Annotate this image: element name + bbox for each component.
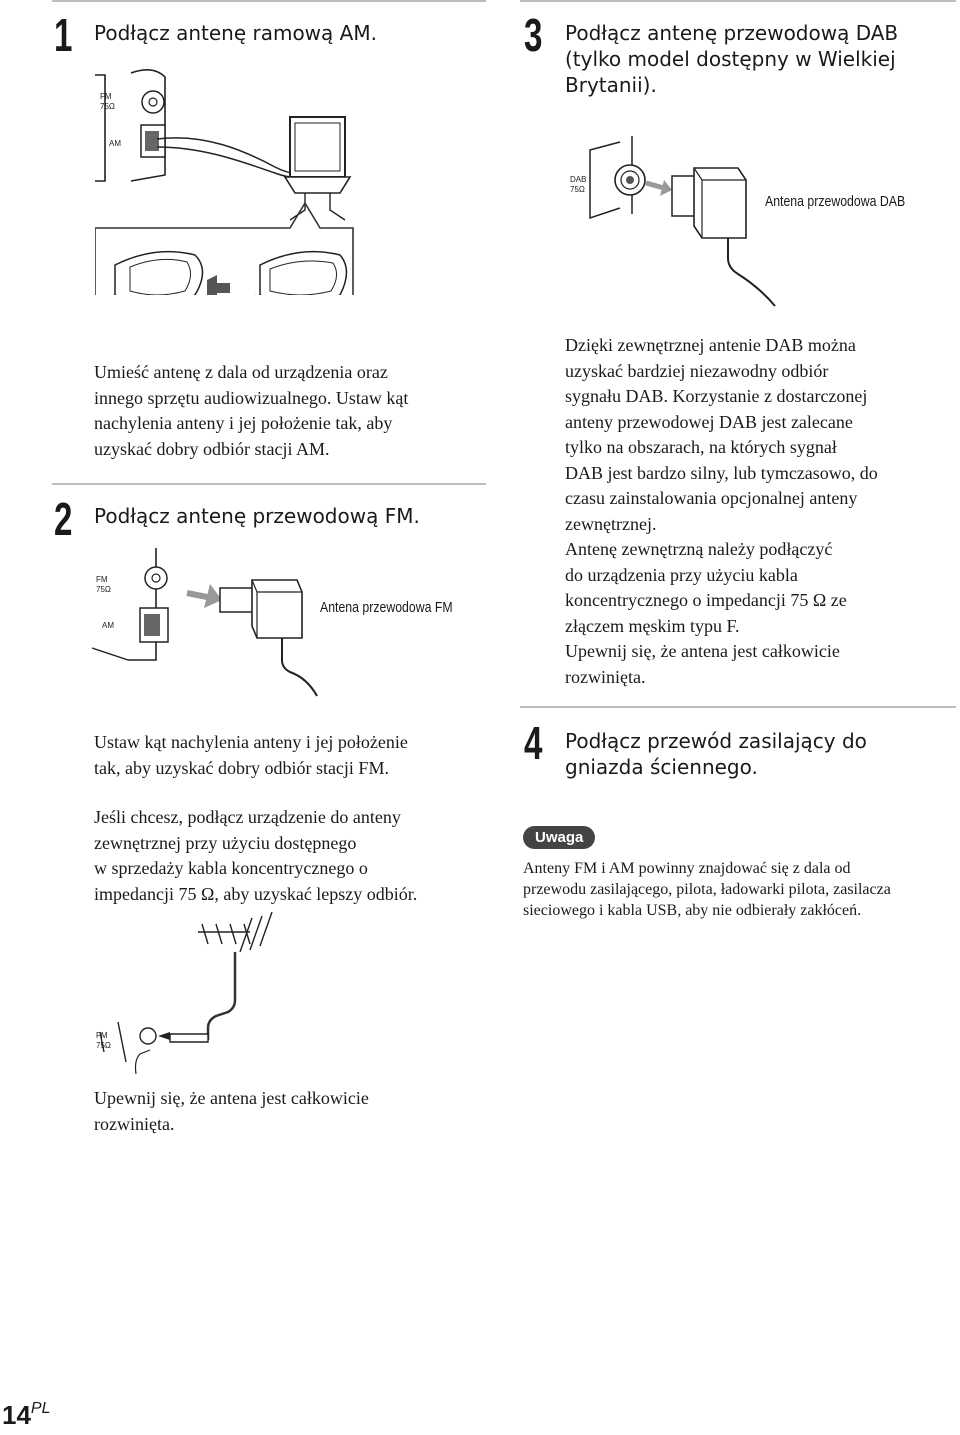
column-rule-right-step4: [520, 706, 956, 708]
column-rule-left-top: [52, 0, 486, 2]
step-2-body-line: w sprzedaży kabla koncentrycznego o: [94, 858, 368, 878]
step-2-body-line: Upewnij się, że antena jest całkowicie: [94, 1088, 369, 1108]
dab-wire-antenna-illustration: [560, 128, 820, 328]
step-2-number: 2: [54, 493, 71, 545]
step-2-body-3: [94, 1086, 369, 1137]
am-diagram-am-label: AM: [109, 139, 121, 148]
step-1-body-line: Umieść antenę z dala od urządzenia oraz: [94, 362, 388, 382]
step-4-title-line: Podłącz przewód zasilający do: [565, 729, 867, 753]
am-diagram-fm-label: FM: [100, 92, 112, 101]
step-3-body-line: anteny przewodowej DAB jest zalecane: [565, 411, 853, 432]
step-1-body-line: nachylenia anteny i jej położenie tak, aby: [94, 413, 393, 433]
step-2-body-1: [94, 730, 408, 781]
step-3-body-line: zewnętrznej.: [565, 513, 657, 534]
ext-diagram-ohm-label: 75Ω: [96, 1041, 111, 1050]
step-3-number: 3: [524, 9, 541, 61]
step-2-body-line: zewnętrznej przy użyciu dostępnego: [94, 832, 357, 853]
step-3-body-line: DAB jest bardzo silny, lub tymczasowo, do: [565, 462, 878, 483]
step-3-body-line: Antenę zewnętrzną należy podłączyć: [565, 539, 833, 559]
step-3-body: [565, 333, 878, 690]
am-loop-antenna-illustration: [95, 55, 495, 295]
am-diagram-ohm-label: 75Ω: [100, 102, 115, 111]
note-line: sieciowego i kabla USB, aby nie odbierały zakłóceń.: [523, 902, 862, 919]
step-3-body-line: złączem męskim typu F.: [565, 615, 740, 636]
fm-diagram-fm-label: FM: [96, 575, 108, 584]
step-3-title-line: Podłącz antenę przewodową DAB: [565, 21, 899, 45]
dab-diagram-ohm-label: 75Ω: [570, 185, 585, 194]
step-1-title: Podłącz antenę ramową AM.: [94, 21, 377, 45]
step-3-body-line: koncentrycznego o impedancji 75 Ω ze: [565, 590, 847, 610]
dab-antenna-caption: Antena przewodowa DAB: [765, 193, 906, 210]
step-2-body-line: Jeśli chcesz, podłącz urządzenie do anteny: [94, 807, 401, 827]
step-1-body-line: innego sprzętu audiowizualnego. Ustaw kąt: [94, 387, 409, 408]
external-antenna-illustration: [90, 912, 310, 1082]
step-4-number: 4: [524, 717, 541, 769]
fm-diagram-ohm-label: 75Ω: [96, 585, 111, 594]
step-3-body-line: do urządzenia przy użyciu kabla: [565, 564, 798, 585]
step-3-body-line: czasu zainstalowania opcjonalnej anteny: [565, 488, 858, 508]
step-2-title: Podłącz antenę przewodową FM.: [94, 504, 420, 528]
note-badge: Uwaga: [523, 826, 595, 849]
note-line: przewodu zasilającego, pilota, ładowarki pilota, zasilacza: [523, 881, 891, 898]
step-3-title-line: Brytanii).: [565, 73, 657, 97]
fm-diagram-am-label: AM: [102, 621, 114, 630]
fm-wire-antenna-illustration: [92, 548, 332, 708]
note-line: Anteny FM i AM powinny znajdować się z dala od: [523, 860, 851, 877]
step-1-body-line: uzyskać dobry odbiór stacji AM.: [94, 438, 330, 459]
step-3-body-line: sygnału DAB. Korzystanie z dostarczonej: [565, 386, 868, 406]
page-language-suffix: PL: [30, 1400, 51, 1417]
step-2-body-line: Ustaw kąt nachylenia anteny i jej położenie: [94, 732, 408, 752]
ext-diagram-fm-label: FM: [96, 1031, 108, 1040]
step-3-body-line: tylko na obszarach, na których sygnał: [565, 437, 837, 457]
step-2-body-line: tak, aby uzyskać dobry odbiór stacji FM.: [94, 757, 389, 778]
step-3-title: [565, 20, 898, 98]
fm-antenna-caption: Antena przewodowa FM: [320, 599, 453, 616]
step-2-body-line: impedancji 75 Ω, aby uzyskać lepszy odbiór.: [94, 883, 418, 904]
step-1-number: 1: [54, 9, 71, 61]
step-2-body-2: [94, 805, 417, 907]
step-3-body-line: Upewnij się, że antena jest całkowicie: [565, 641, 840, 661]
step-4-title: [565, 728, 867, 780]
page-number-value: 14: [2, 1400, 31, 1430]
step-4-title-line: gniazda ściennego.: [565, 755, 758, 779]
note-body: [523, 858, 891, 921]
column-rule-left-step2: [52, 483, 486, 485]
step-3-body-line: Dzięki zewnętrznej antenie DAB można: [565, 335, 856, 355]
dab-diagram-dab-label: DAB: [570, 175, 587, 184]
step-3-body-line: rozwinięta.: [565, 666, 646, 687]
step-1-body: [94, 360, 408, 462]
step-2-body-line: rozwinięta.: [94, 1113, 175, 1134]
column-rule-right-top: [520, 0, 956, 2]
step-3-body-line: uzyskać bardziej niezawodny odbiór: [565, 360, 829, 381]
page-number: [2, 1400, 51, 1431]
step-3-title-line: (tylko model dostępny w Wielkiej: [565, 47, 896, 71]
